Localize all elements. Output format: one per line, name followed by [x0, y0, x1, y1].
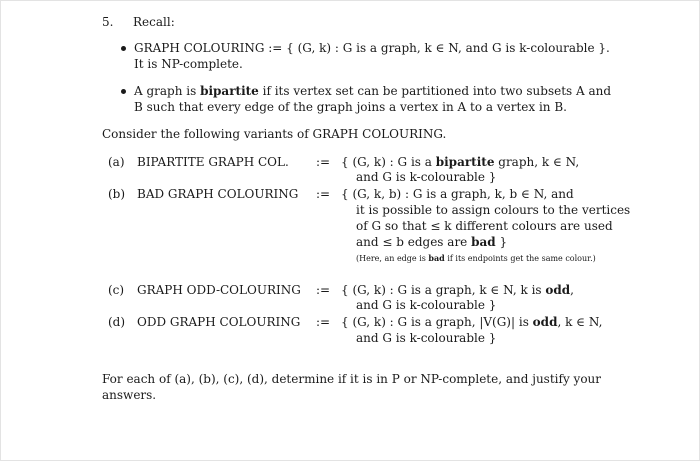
recall-label: Recall:: [133, 15, 175, 29]
variant-b-name: BAD GRAPH COLOURING: [137, 187, 299, 201]
bullet-2-line-2: B such that every edge of the graph joins a vertex in A to a vertex in B.: [134, 100, 567, 114]
variant-d-line-1: { (G, k) : G is a graph, |V(G)| is odd, k ∈ N,: [341, 315, 603, 329]
variant-c-line-2: and G is k-colourable }: [356, 298, 497, 312]
bullet-1-line-2: It is NP-complete.: [134, 57, 243, 71]
variant-a-line-1: { (G, k) : G is a bipartite graph, k ∈ N,: [341, 155, 580, 169]
bullet-dot: [121, 89, 126, 94]
bullet-dot: [121, 46, 126, 51]
variant-b-line-3: of G so that ≤ k different colours are used: [356, 219, 613, 233]
assign-symbol: :=: [316, 155, 331, 169]
variant-c-label: (c): [108, 283, 125, 297]
assign-symbol: :=: [316, 315, 331, 329]
closing-line-2: answers.: [102, 388, 157, 402]
variant-b-line-1: { (G, k, b) : G is a graph, k, b ∈ N, and: [341, 187, 574, 201]
assign-symbol: :=: [316, 187, 331, 201]
variant-d-name: ODD GRAPH COLOURING: [137, 315, 301, 329]
bullet-1-line-1: GRAPH COLOURING := { (G, k) : G is a graph, k ∈ N, and G is k-colourable }.: [134, 41, 610, 55]
intro-text: Consider the following variants of GRAPH COLOURING.: [102, 127, 447, 141]
variant-a-line-2: and G is k-colourable }: [356, 170, 497, 184]
closing-line-1: For each of (a), (b), (c), (d), determine if it is in P or NP-complete, and justify your: [102, 372, 602, 386]
variant-d-line-2: and G is k-colourable }: [356, 331, 497, 345]
problem-number: 5.: [102, 15, 114, 29]
bullet-2-line-1: A graph is bipartite if its vertex set can be partitioned into two subsets A and: [134, 84, 612, 98]
variant-c-line-1: { (G, k) : G is a graph, k ∈ N, k is odd,: [341, 283, 574, 297]
variant-d-label: (d): [108, 315, 126, 329]
variant-b-note: (Here, an edge is bad if its endpoints get the same colour.): [356, 253, 596, 263]
variant-a-name: BIPARTITE GRAPH COL.: [137, 155, 289, 169]
variant-c-name: GRAPH ODD-COLOURING: [137, 283, 301, 297]
assign-symbol: :=: [316, 283, 331, 297]
variant-a-label: (a): [108, 155, 125, 169]
variant-b-line-2: it is possible to assign colours to the vertices: [356, 203, 631, 217]
variant-b-label: (b): [108, 187, 126, 201]
variant-b-line-4: and ≤ b edges are bad }: [356, 235, 508, 249]
